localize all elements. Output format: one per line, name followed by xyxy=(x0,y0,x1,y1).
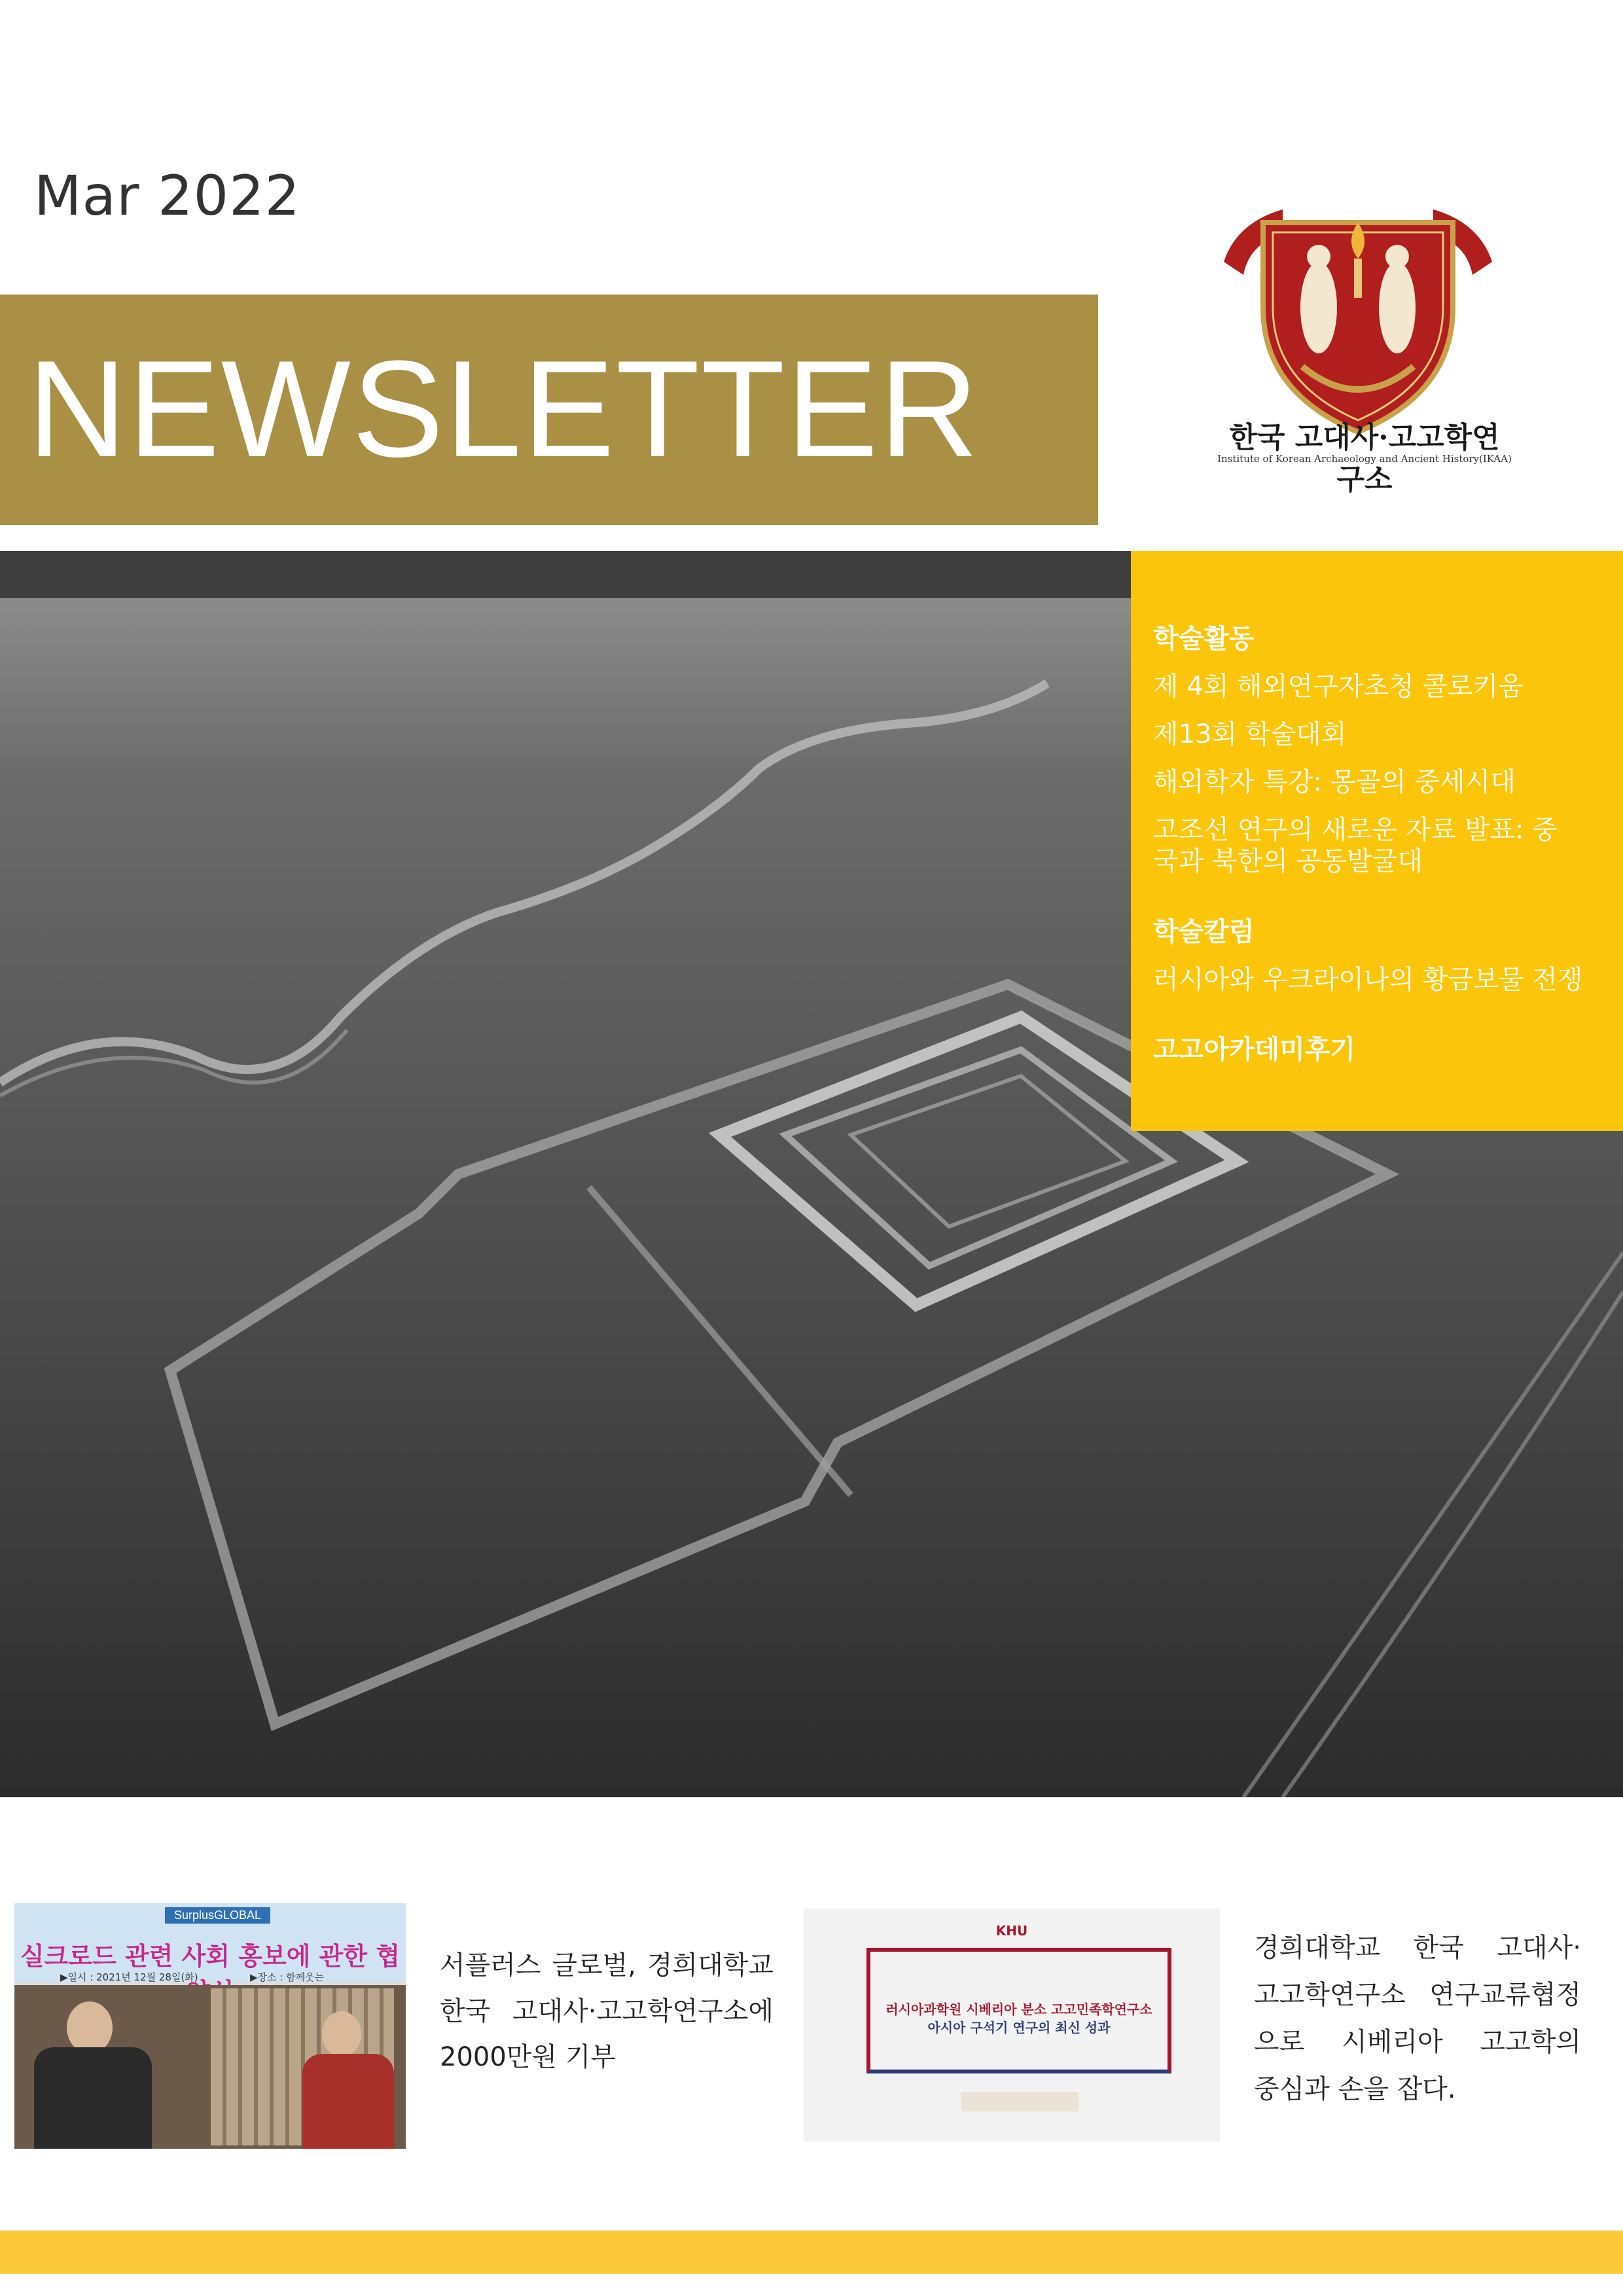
institute-name-english: Institute of Korean Archaeology and Ancient History(IKAA) xyxy=(1217,453,1512,465)
news-line: 한국 고대사·고고학연구소에 xyxy=(440,1996,774,2026)
contents-heading-academy-review[interactable]: 고고아카데미후기 xyxy=(1153,1035,1356,1065)
poster-title-line1: 러시아과학원 시베리아 분소 고고민족학연구소 xyxy=(885,2001,1152,2017)
photo-banner-date: ▶일시 : 2021년 12월 28일(화) xyxy=(60,1971,198,1983)
contents-item-colloquium[interactable]: 제 4회 해외연구자초청 콜로키움 xyxy=(1153,672,1524,702)
footer-bar xyxy=(0,2231,1623,2274)
poster-logo-icon xyxy=(961,2092,1079,2111)
news-line: 으로 시베리아 고고학의 xyxy=(1254,2027,1581,2057)
news-line: 고고학연구소 연구교류협정 xyxy=(1254,1980,1581,2010)
contents-item-gold-treasure[interactable]: 러시아와 우크라이나의 황금보물 전쟁 xyxy=(1153,965,1583,995)
news-line: 서플러스 글로벌, 경희대학교 xyxy=(440,1950,774,1981)
contents-item-gojoseon[interactable]: 고조선 연구의 새로운 자료 발표: 중국과 북한의 공동발굴대 xyxy=(1153,815,1558,876)
person-right-icon xyxy=(322,2011,361,2057)
news-photo-siberia-poster xyxy=(804,1909,1220,2142)
contents-heading-column[interactable]: 학술칼럼 xyxy=(1153,917,1255,947)
photo-brand-label: SurplusGLOBAL xyxy=(165,1907,270,1924)
person-left-icon xyxy=(67,2001,113,2054)
photo-banner-place: ▶장소 : 함께웃는 xyxy=(250,1971,325,1983)
institute-name-korean: 한국 고대사·고고학연구소 xyxy=(1229,421,1500,496)
hero-top-bar xyxy=(0,551,1131,598)
issue-date: Mar 2022 xyxy=(34,164,300,228)
contents-item-lecture[interactable]: 해외학자 특강: 몽골의 중세시대 xyxy=(1153,767,1516,797)
news-line: 중심과 손을 잡다. xyxy=(1254,2074,1456,2104)
news-line: 2000만원 기부 xyxy=(440,2042,616,2072)
poster-title-line2: 아시아 구석기 연구의 최신 성과 xyxy=(927,2020,1111,2036)
news-photo-agreement xyxy=(14,1903,406,2149)
photo-banner-title: 실크로드 관련 사회 홍보에 관한 협 xyxy=(20,1942,401,1971)
khu-logo: KHU xyxy=(995,1923,1028,1939)
contents-item-conference[interactable]: 제13회 학술대회 xyxy=(1153,719,1347,749)
news-line: 경희대학교 한국 고대사· xyxy=(1254,1933,1581,1963)
news-text-donation xyxy=(440,1943,774,2080)
contents-heading-academic-activities[interactable]: 학술활동 xyxy=(1153,624,1255,654)
newsletter-title: NEWSLETTER xyxy=(27,332,980,486)
news-text-siberia xyxy=(1254,1924,1581,2113)
